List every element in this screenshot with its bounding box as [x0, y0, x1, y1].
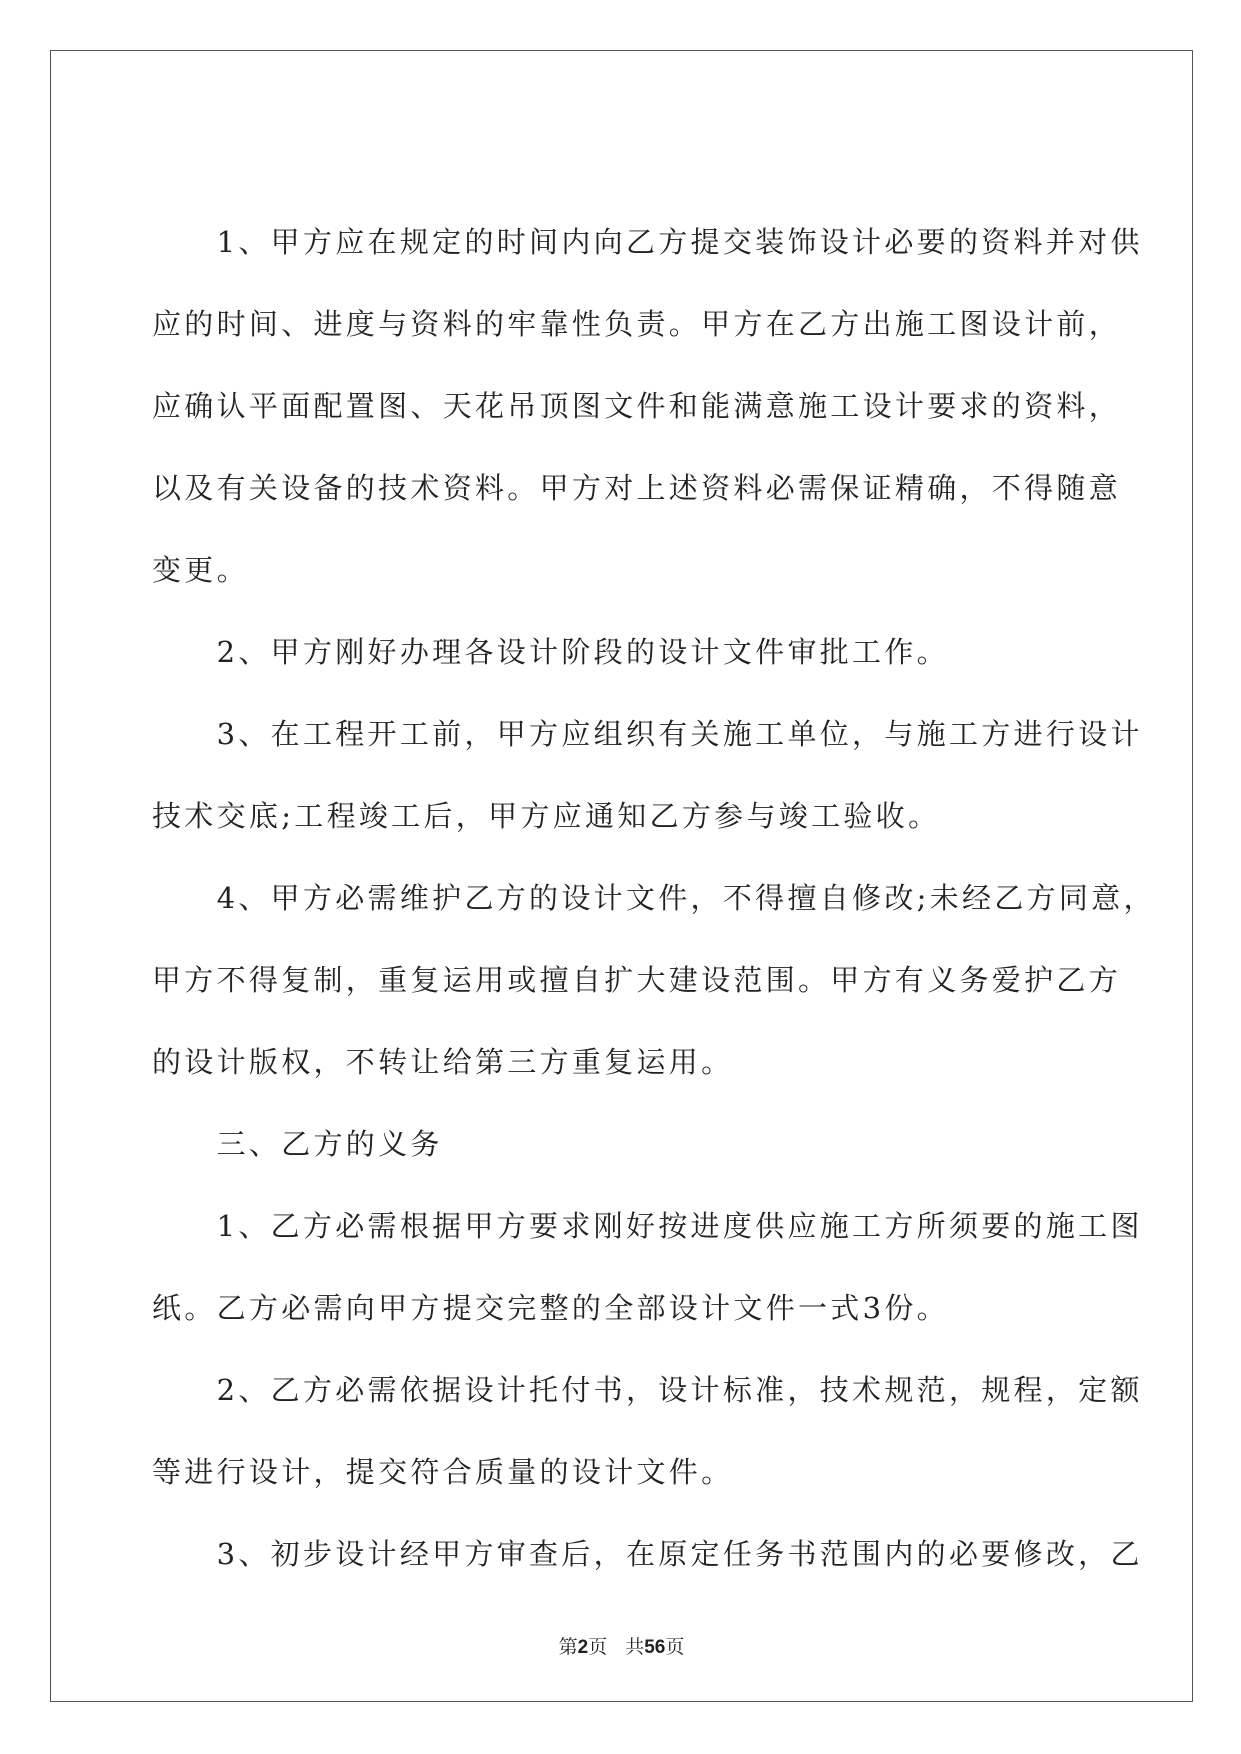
text-line: 2、乙方必需依据设计托付书，设计标准，技术规范，规程，定额	[152, 1373, 1143, 1407]
footer-page-unit: 页	[588, 1636, 608, 1658]
footer-total-pages: 56	[644, 1637, 666, 1658]
footer-total-prefix: 共	[625, 1636, 645, 1658]
text-line: 以及有关设备的技术资料。甲方对上述资料必需保证精确，不得随意	[152, 471, 1122, 505]
paragraph	[152, 857, 1156, 1103]
text-line: 等进行设计，提交符合质量的设计文件。	[152, 1455, 734, 1489]
text-line: 三、乙方的义务	[152, 1127, 443, 1161]
text-line: 3、初步设计经甲方审查后，在原定任务书范围内的必要修改，乙	[152, 1537, 1143, 1571]
document-body	[152, 201, 1156, 1595]
text-line: 的设计版权，不转让给第三方重复运用。	[152, 1045, 734, 1079]
paragraph	[152, 201, 1143, 611]
text-line: 技术交底;工程竣工后，甲方应通知乙方参与竣工验收。	[152, 799, 941, 833]
text-line: 2、甲方刚好办理各设计阶段的设计文件审批工作。	[152, 635, 949, 669]
footer-page-prefix: 第	[558, 1636, 578, 1658]
text-line: 1、甲方应在规定的时间内向乙方提交装饰设计必要的资料并对供	[152, 225, 1143, 259]
text-line: 变更。	[152, 553, 249, 587]
text-line: 纸。乙方必需向甲方提交完整的全部设计文件一式3份。	[152, 1291, 949, 1325]
paragraph	[152, 1513, 1143, 1595]
paragraph	[152, 1349, 1143, 1513]
footer-page-number: 2	[577, 1637, 589, 1658]
page-footer	[51, 1632, 1192, 1659]
text-line: 应的时间、进度与资料的牢靠性负责。甲方在乙方出施工图设计前，	[152, 307, 1122, 341]
text-line: 4、甲方必需维护乙方的设计文件，不得擅自修改;未经乙方同意，	[152, 881, 1156, 915]
paragraph	[152, 1103, 1100, 1185]
footer-total-unit: 页	[665, 1636, 685, 1658]
text-line: 甲方不得复制，重复运用或擅自扩大建设范围。甲方有义务爱护乙方	[152, 963, 1122, 997]
text-line: 3、在工程开工前，甲方应组织有关施工单位，与施工方进行设计	[152, 717, 1143, 751]
text-line: 应确认平面配置图、天花吊顶图文件和能满意施工设计要求的资料，	[152, 389, 1122, 423]
paragraph	[152, 1185, 1143, 1349]
paragraph	[152, 611, 1100, 693]
document-page	[50, 50, 1193, 1702]
text-line: 1、乙方必需根据甲方要求刚好按进度供应施工方所须要的施工图	[152, 1209, 1143, 1243]
paragraph	[152, 693, 1143, 857]
